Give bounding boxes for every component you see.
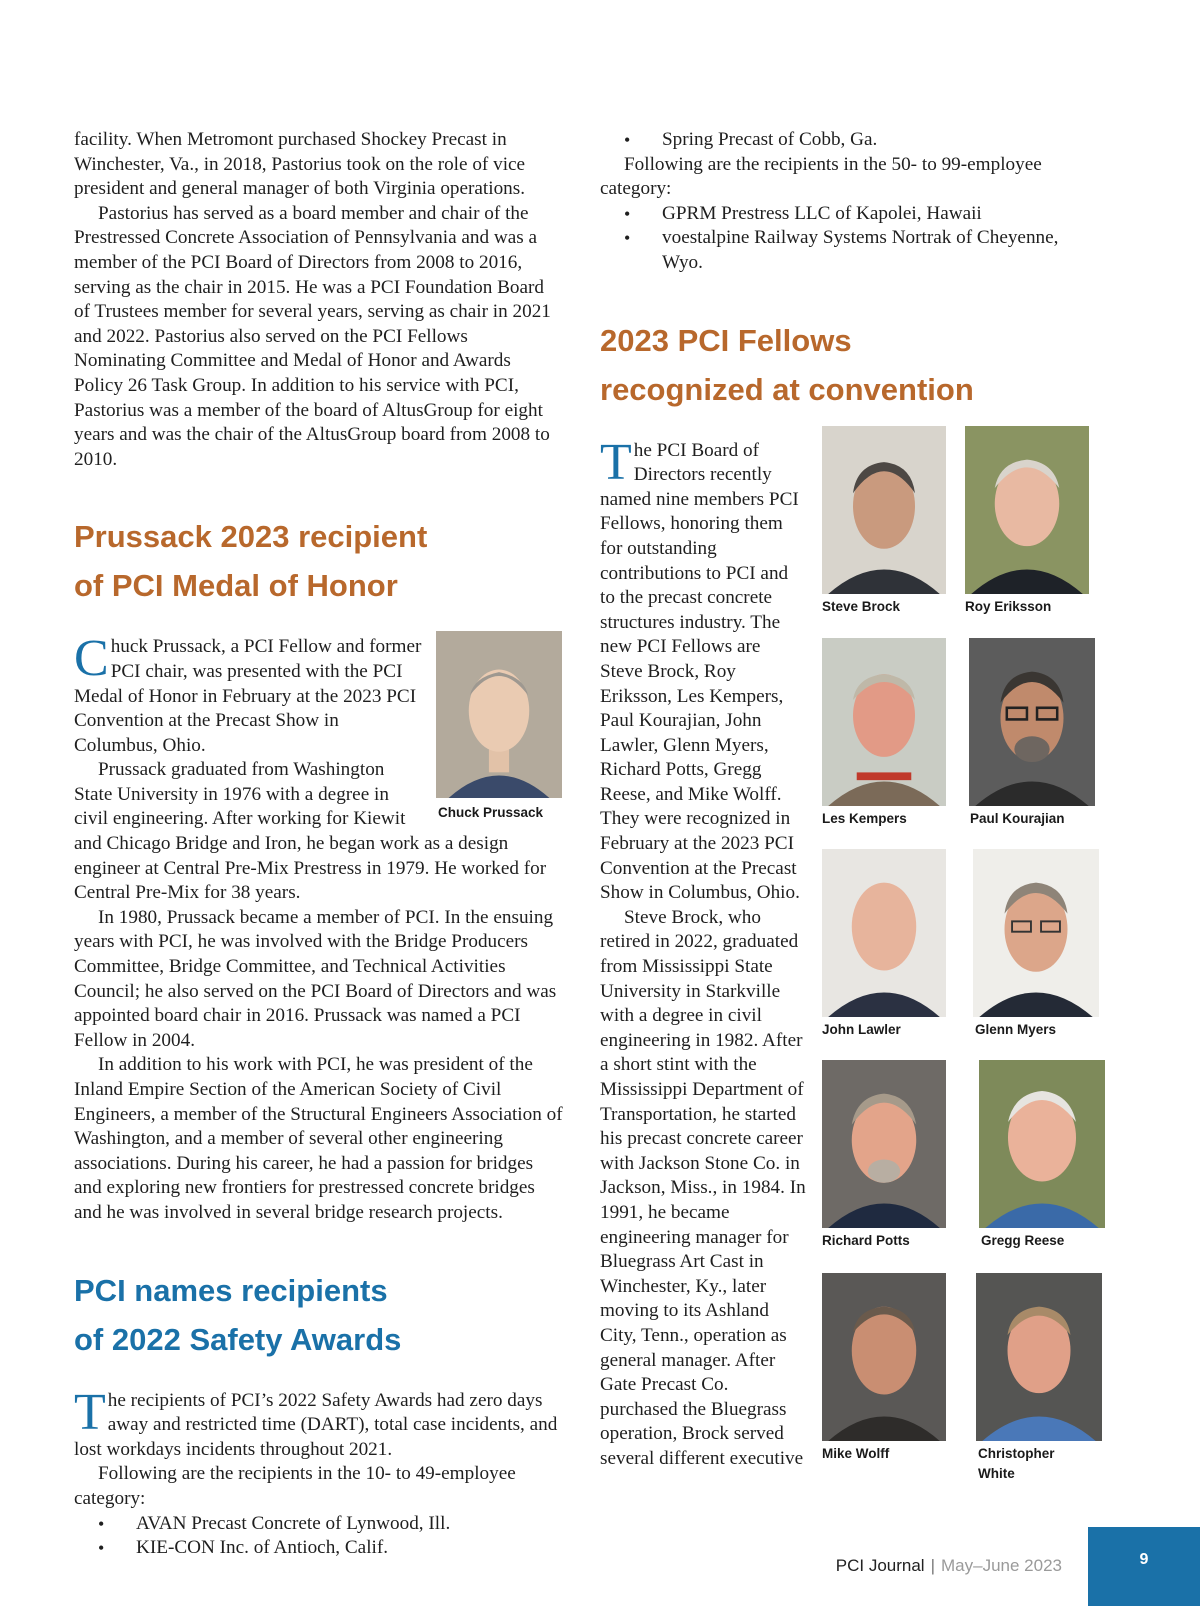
footer xyxy=(836,1556,1062,1576)
safety-paragraph-50-99: Following are the recipients in the 50- to 99-employee category: xyxy=(600,153,1042,200)
photo-steve-brock xyxy=(822,426,946,594)
intro-paragraph-2: Pastorius has served as a board member and chair of the Prestressed Concrete Association of Pennsylvania and was a member of the PCI Board of Directors from 2008 to 2016, serving as the chair in 2015. He was a PCI Foundation Board of Trustees member for several years, serving as chair in 2021 and 2022. Pastorius also served on the PCI Fellows Nominating Committee and Medal of Honor and Awards Policy 26 Task Group. In addition to his service with PCI, Pastorius was a member of the board of AltusGroup for eight years and was the chair of the AltusGroup board from 2008 to 2010. xyxy=(74,202,551,470)
safety-list-10-49 xyxy=(74,1512,564,1561)
left-column xyxy=(74,128,564,1561)
photo-john-lawler xyxy=(822,849,946,1017)
fellows-paragraph-2: Steve Brock, who retired in 2022, graduated from Mississippi State University in Starkville with a degree in civil engineering in 1982. After a short stint with the Mississippi Department of Transportation, he started his precast concrete career with Jackson Stone Co. in Jackson, Miss., in 1984. In 1991, he became engineering manager for Bluegrass Art Cast in Winchester, Ky., later moving to its Ashland City, Tenn., operation as general manager. After Gate Precast Co. purchased the Bluegrass operation, Brock served several different executive xyxy=(600,906,806,1469)
prussack-photo xyxy=(436,631,562,798)
photo-roy-eriksson xyxy=(965,426,1089,594)
list-item: • GPRM Prestress LLC of Kapolei, Hawaii xyxy=(662,202,1060,227)
fellows-text-column xyxy=(600,433,806,1472)
list-item: • AVAN Precast Concrete of Lynwood, Ill. xyxy=(136,1512,564,1537)
caption-paul-kourajian: Paul Kourajian xyxy=(970,811,1065,826)
caption-richard-potts: Richard Potts xyxy=(822,1233,910,1248)
intro-paragraph-1: facility. When Metromont purchased Shockey Precast in Winchester, Va., in 2018, Pastorius took on the role of vice president and general manager of both Virginia operations. xyxy=(74,129,526,200)
safety-heading-line2: of 2022 Safety Awards xyxy=(74,1321,402,1357)
photo-les-kempers xyxy=(822,638,946,806)
caption-roy-eriksson: Roy Eriksson xyxy=(965,599,1052,614)
photo-glenn-myers xyxy=(973,849,1099,1017)
fellows-dropcap: T xyxy=(600,433,632,491)
caption-les-kempers: Les Kempers xyxy=(822,811,907,826)
photo-mike-wolff xyxy=(822,1273,946,1441)
prussack-photo-block xyxy=(436,631,568,821)
prussack-paragraph-1-text: huck Prussack, a PCI Fellow and former PCI chair, was presented with the PCI Medal of Honor in February at the 2023 PCI Convention at the Precast Show in Columbus, Ohio. xyxy=(74,636,422,756)
list-item: • voestalpine Railway Systems Nortrak of Cheyenne, Wyo. xyxy=(662,226,1060,275)
safety-list-10-49-continued xyxy=(600,128,1060,153)
photo-richard-potts xyxy=(822,1060,946,1228)
prussack-paragraph-3: In 1980, Prussack became a member of PCI. In the ensuing years with PCI, he was involved with the Bridge Producers Committee, Bridge Committee, and Technical Activities Council; he also served on the PCI Board of Directors and was appointed board chair in 2016. Prussack was named a PCI Fellow in 2004. xyxy=(74,906,557,1051)
prussack-heading xyxy=(74,512,564,610)
footer-journal: PCI Journal xyxy=(835,1556,925,1575)
safety-paragraph-1-text: he recipients of PCI’s 2022 Safety Awards had zero days away and restricted time (DART), total case incidents, and lost workdays incidents throughout 2021. xyxy=(74,1389,558,1460)
photo-christopher-white xyxy=(976,1273,1102,1441)
safety-dropcap: T xyxy=(74,1383,106,1441)
caption-mike-wolff: Mike Wolff xyxy=(822,1446,890,1461)
caption-gregg-reese: Gregg Reese xyxy=(981,1233,1065,1248)
caption-john-lawler: John Lawler xyxy=(822,1022,901,1037)
safety-heading xyxy=(74,1266,564,1364)
prussack-dropcap: C xyxy=(74,630,109,688)
page-number: 9 xyxy=(1139,1551,1149,1568)
fellows-heading-line2: recognized at convention xyxy=(600,371,974,407)
safety-paragraph-1 xyxy=(74,1383,564,1463)
fellows-paragraph-1 xyxy=(600,433,806,906)
caption-christopher-white: Christopher White xyxy=(978,1446,1055,1481)
safety-list-50-99 xyxy=(600,202,1060,276)
fellows-heading-line1: 2023 PCI Fellows xyxy=(600,322,852,358)
prussack-paragraph-4: In addition to his work with PCI, he was president of the Inland Empire Section of the American Society of Civil Engineers, a member of the Structural Engineers Association of Washington, and a member of several other engineering associations. During his career, he had a passion for bridges and exploring new frontiers for prestressed concrete bridges and he was involved in several bridge research projects. xyxy=(74,1054,563,1223)
list-item: • Spring Precast of Cobb, Ga. xyxy=(662,128,1060,153)
fellows-heading xyxy=(600,316,1060,414)
caption-steve-brock: Steve Brock xyxy=(822,599,901,614)
photo-gregg-reese xyxy=(979,1060,1105,1228)
prussack-photo-caption: Chuck Prussack xyxy=(438,805,544,821)
list-item: • KIE-CON Inc. of Antioch, Calif. xyxy=(136,1536,564,1561)
page-number-box xyxy=(1088,1527,1200,1606)
prussack-heading-line1: Prussack 2023 recipient xyxy=(74,519,428,555)
safety-paragraph-2: Following are the recipients in the 10- to 49-employee category: xyxy=(74,1463,516,1509)
prussack-paragraph-2: Prussack graduated from Washington State University in 1976 with a degree in civil engineering. After working for Kiewit and Chicago Bridge and Iron, he began work as a design engineer at Central Pre-Mix Prestress in 1979. He worked for Central Pre-Mix for 38 years. xyxy=(74,759,547,904)
photo-paul-kourajian xyxy=(969,638,1095,806)
caption-glenn-myers: Glenn Myers xyxy=(975,1022,1057,1037)
footer-separator: | xyxy=(930,1556,936,1575)
footer-date: May–June 2023 xyxy=(941,1556,1062,1575)
safety-heading-line1: PCI names recipients xyxy=(74,1272,388,1308)
fellows-paragraph-1-text: he PCI Board of Directors recently named nine members PCI Fellows, honoring them for outstanding contributions to PCI and to the precast concrete structures industry. The new PCI Fellows are Steve Brock, Roy Eriksson, Les Kempers, Paul Kourajian, John Lawler, Glenn Myers, Richard Potts, Gregg Reese, and Mike Wolff. They were recognized in February at the 2023 PCI Convention at the Precast Show in Columbus, Ohio. xyxy=(600,439,800,904)
prussack-heading-line2: of PCI Medal of Honor xyxy=(74,568,398,604)
